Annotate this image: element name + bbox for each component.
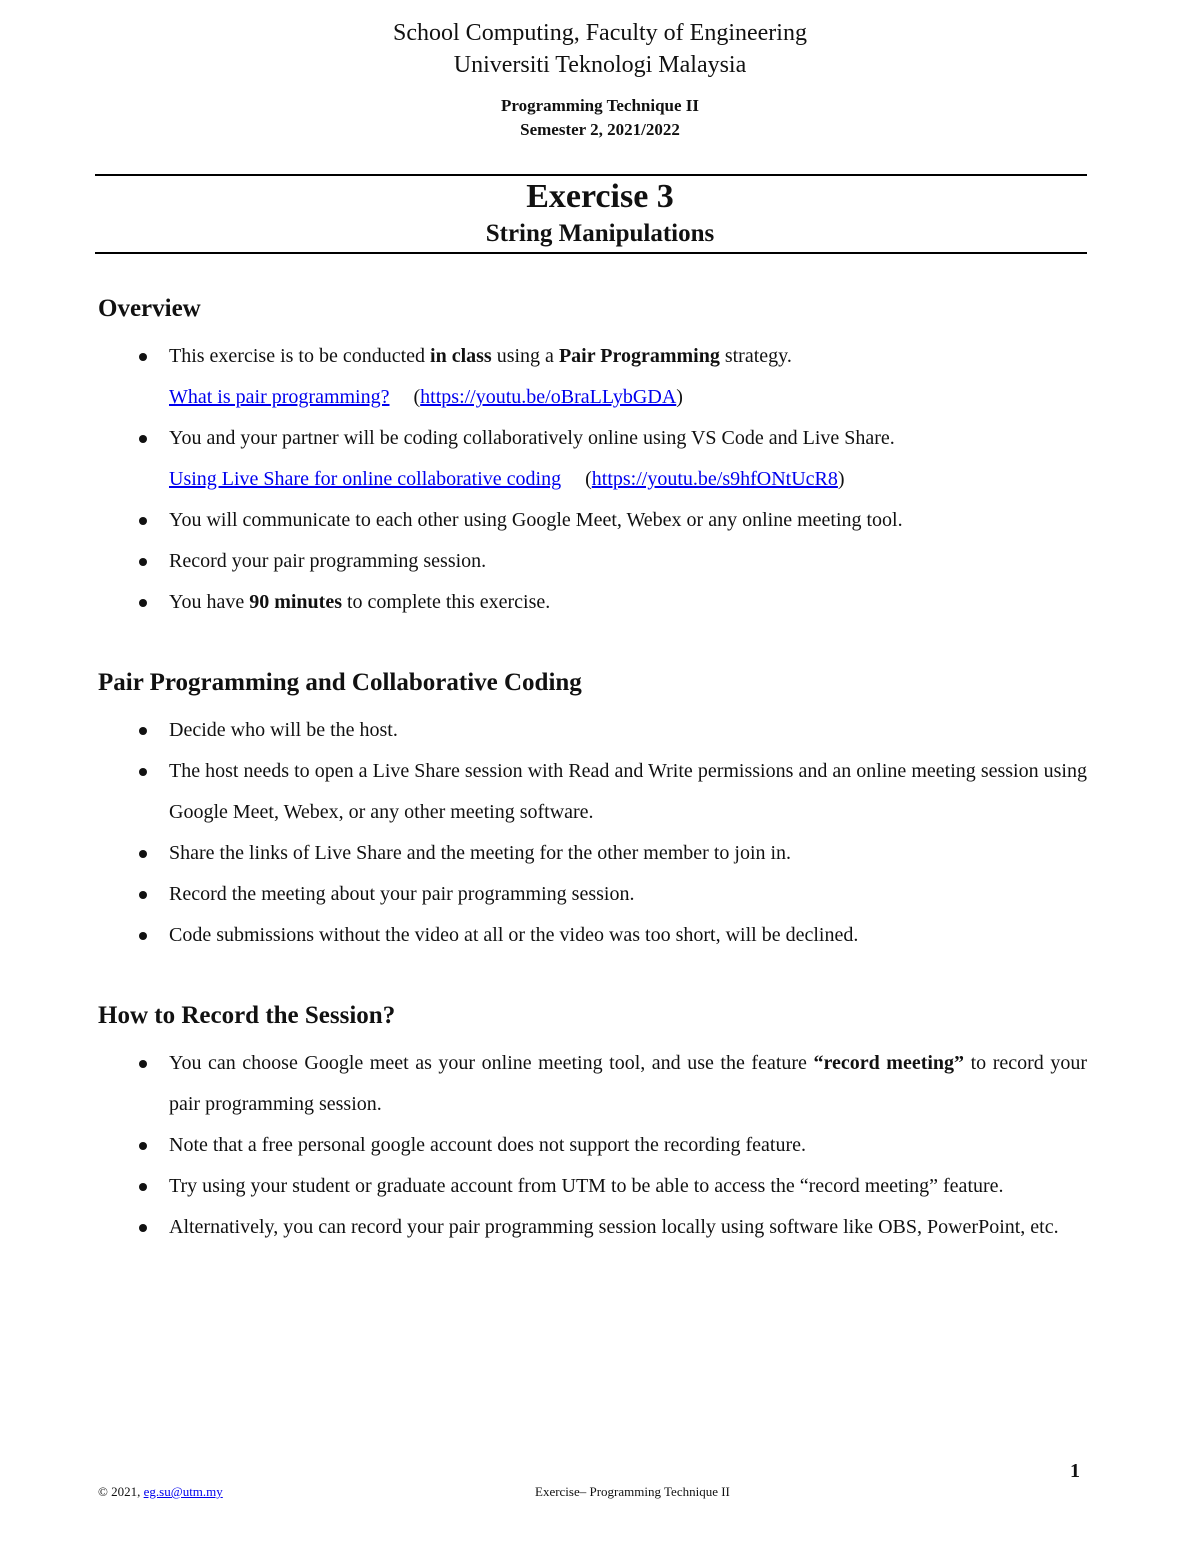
footer-copyright: © 2021, eg.su@utm.my bbox=[98, 1484, 223, 1499]
live-share-link[interactable]: Using Live Share for online collaborative coding bbox=[169, 468, 562, 490]
bullet-icon bbox=[139, 1142, 147, 1150]
bullet-icon bbox=[139, 558, 147, 566]
record-list bbox=[132, 1043, 1087, 1248]
overview-heading: Overview bbox=[98, 295, 201, 322]
course-name: Programming Technique II bbox=[500, 96, 700, 115]
bullet-icon bbox=[139, 932, 147, 940]
list-item: Share the links of Live Share and the meeting for the other member to join in. bbox=[132, 833, 1087, 874]
bullet-icon bbox=[139, 891, 147, 899]
record-heading: How to Record the Session? bbox=[98, 1002, 396, 1029]
bullet-icon bbox=[139, 1060, 147, 1068]
pair-programming-link[interactable]: What is pair programming? bbox=[169, 386, 390, 408]
bullet-icon bbox=[139, 727, 147, 735]
university-name: Universiti Teknologi Malaysia bbox=[453, 52, 747, 78]
title-top-rule bbox=[95, 174, 1087, 176]
list-item: You and your partner will be coding collaboratively online using VS Code and Live Share. Using Live Share for online collaborative coding (https://youtu.be/s9hfONtUcR8) bbox=[132, 418, 1087, 500]
list-item: You will communicate to each other using Google Meet, Webex or any online meeting tool. bbox=[132, 500, 1087, 541]
bullet-icon bbox=[139, 768, 147, 776]
list-item: Decide who will be the host. bbox=[132, 710, 1087, 751]
list-item: Note that a free personal google account does not support the recording feature. bbox=[132, 1125, 1087, 1166]
page-subtitle: String Manipulations bbox=[485, 220, 715, 247]
semester: Semester 2, 2021/2022 bbox=[520, 120, 680, 139]
footer-email-link[interactable]: eg.su@utm.my bbox=[143, 1484, 223, 1499]
school-name: School Computing, Faculty of Engineering bbox=[393, 20, 807, 46]
bullet-icon bbox=[139, 850, 147, 858]
pair-programming-url[interactable]: https://youtu.be/oBraLLybGDA bbox=[420, 386, 677, 408]
page-title: Exercise 3 bbox=[526, 178, 674, 215]
list-item: You have 90 minutes to complete this exercise. bbox=[132, 582, 1087, 623]
live-share-url[interactable]: https://youtu.be/s9hfONtUcR8 bbox=[591, 468, 838, 490]
pair-programming-heading: Pair Programming and Collaborative Coding bbox=[98, 669, 582, 696]
list-item: Record your pair programming session. bbox=[132, 541, 1087, 582]
bullet-icon bbox=[139, 1183, 147, 1191]
bullet-icon bbox=[139, 517, 147, 525]
list-item: Alternatively, you can record your pair programming session locally using software like OBS, PowerPoint, etc. bbox=[132, 1207, 1087, 1248]
bullet-icon bbox=[139, 353, 147, 361]
list-item: Try using your student or graduate account from UTM to be able to access the “record meeting” feature. bbox=[132, 1166, 1087, 1207]
footer-title: Exercise– Programming Technique II bbox=[535, 1484, 730, 1499]
list-item: This exercise is to be conducted in class using a Pair Programming strategy. What is pair programming? (https://youtu.be/oBraLLybGDA) bbox=[132, 336, 1087, 418]
list-item: Code submissions without the video at all or the video was too short, will be declined. bbox=[132, 915, 1087, 956]
list-item: Record the meeting about your pair programming session. bbox=[132, 874, 1087, 915]
bullet-icon bbox=[139, 435, 147, 443]
title-bottom-rule bbox=[95, 252, 1087, 254]
list-item: The host needs to open a Live Share session with Read and Write permissions and an online meeting session using Google Meet, Webex, or any other meeting software. bbox=[132, 751, 1087, 833]
bullet-icon bbox=[139, 1224, 147, 1232]
page-number: 1 bbox=[1070, 1460, 1080, 1482]
bullet-icon bbox=[139, 599, 147, 607]
overview-list bbox=[132, 336, 1087, 623]
list-item: You can choose Google meet as your online meeting tool, and use the feature “record meeting” to record your pair programming session. bbox=[132, 1043, 1087, 1125]
pair-programming-list bbox=[132, 710, 1087, 956]
